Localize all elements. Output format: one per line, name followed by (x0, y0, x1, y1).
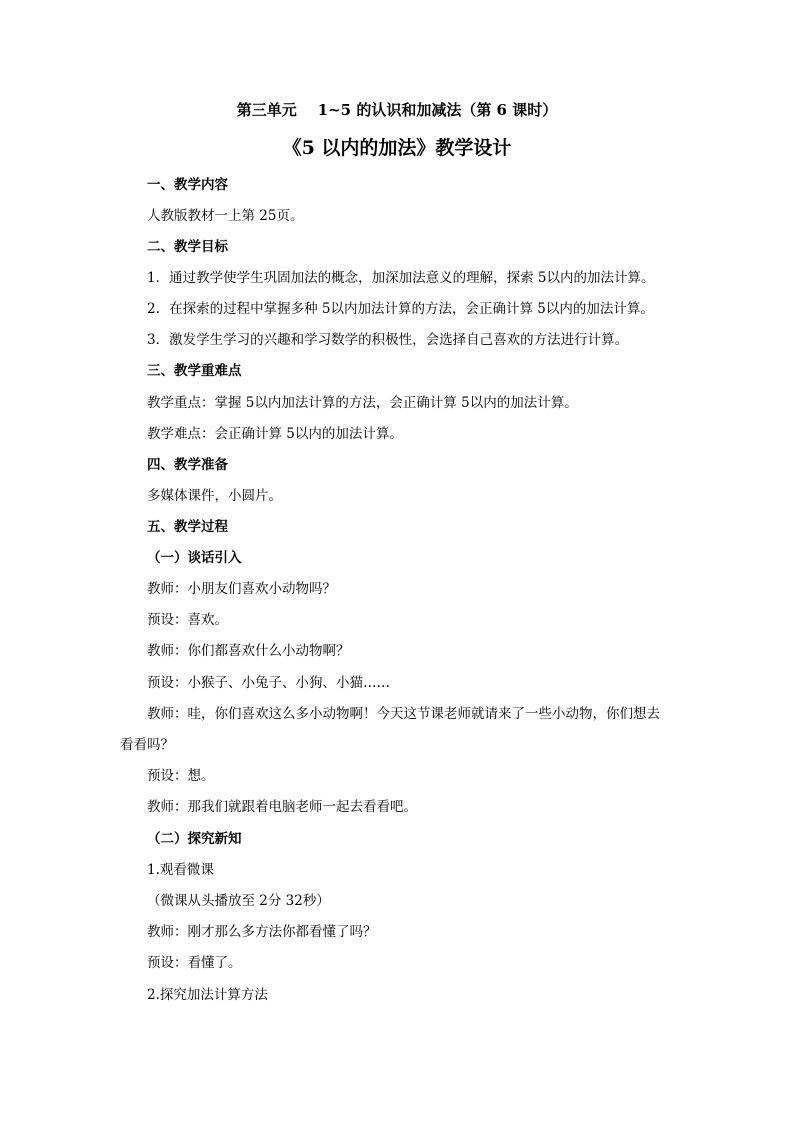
paragraph-line: 1.观看微课 (147, 862, 214, 878)
dialogue-line: 预设：看懂了。 (147, 955, 242, 971)
dialogue-line: 教师：那我们就跟着电脑老师一起去看看吧。 (147, 799, 417, 815)
dialogue-line: 预设：小猴子、小兔子、小狗、小猫…… (147, 675, 390, 691)
dialogue-line: 教师：小朋友们喜欢小动物吗？ (147, 581, 336, 597)
section-heading-preparation: 四、教学准备 (147, 457, 228, 473)
dialogue-line: 预设：想。 (147, 768, 215, 784)
document-title: 第三单元 1~5 的认识和加减法（第 6 课时） (236, 101, 558, 119)
paragraph-line: 教学难点：会正确计算 5以内的加法计算。 (147, 426, 403, 442)
paragraph-line: （微课从头播放至 2分 32秒） (147, 893, 330, 909)
dialogue-line: 教师：哇，你们喜欢这么多小动物啊！今天这节课老师就请来了一些小动物，你们想去 (147, 706, 660, 722)
paragraph-line: 3．激发学生学习的兴趣和学习数学的积极性，会选择自己喜欢的方法进行计算。 (147, 332, 629, 348)
paragraph-line: 2．在探索的过程中掌握多种 5以内加法计算的方法，会正确计算 5以内的加法计算。 (147, 301, 654, 317)
paragraph-line: 教学重点：掌握 5以内加法计算的方法，会正确计算 5以内的加法计算。 (147, 395, 578, 411)
dialogue-line: 教师：刚才那么多方法你都看懂了吗？ (147, 924, 377, 940)
subsection-heading-explore: （二）探究新知 (147, 831, 242, 847)
paragraph-line: 2.探究加法计算方法 (147, 987, 268, 1003)
paragraph-line: 1．通过教学使学生巩固加法的概念，加深加法意义的理解，探索 5以内的加法计算。 (147, 270, 655, 286)
dialogue-line: 预设：喜欢。 (147, 612, 228, 628)
dialogue-line-continued: 看看吗？ (120, 737, 174, 753)
section-heading-objectives: 二、教学目标 (147, 239, 228, 255)
paragraph-line: 多媒体课件，小圆片。 (147, 488, 282, 504)
paragraph-line: 人教版教材一上第 25页。 (147, 208, 304, 224)
section-heading-content: 一、教学内容 (147, 177, 228, 193)
section-heading-process: 五、教学过程 (147, 519, 228, 535)
subsection-heading-intro: （一）谈话引入 (147, 550, 242, 566)
section-heading-key-points: 三、教学重难点 (147, 363, 242, 379)
document-subtitle: 《5 以内的加法》教学设计 (282, 137, 512, 159)
dialogue-line: 教师：你们都喜欢什么小动物啊？ (147, 643, 350, 659)
